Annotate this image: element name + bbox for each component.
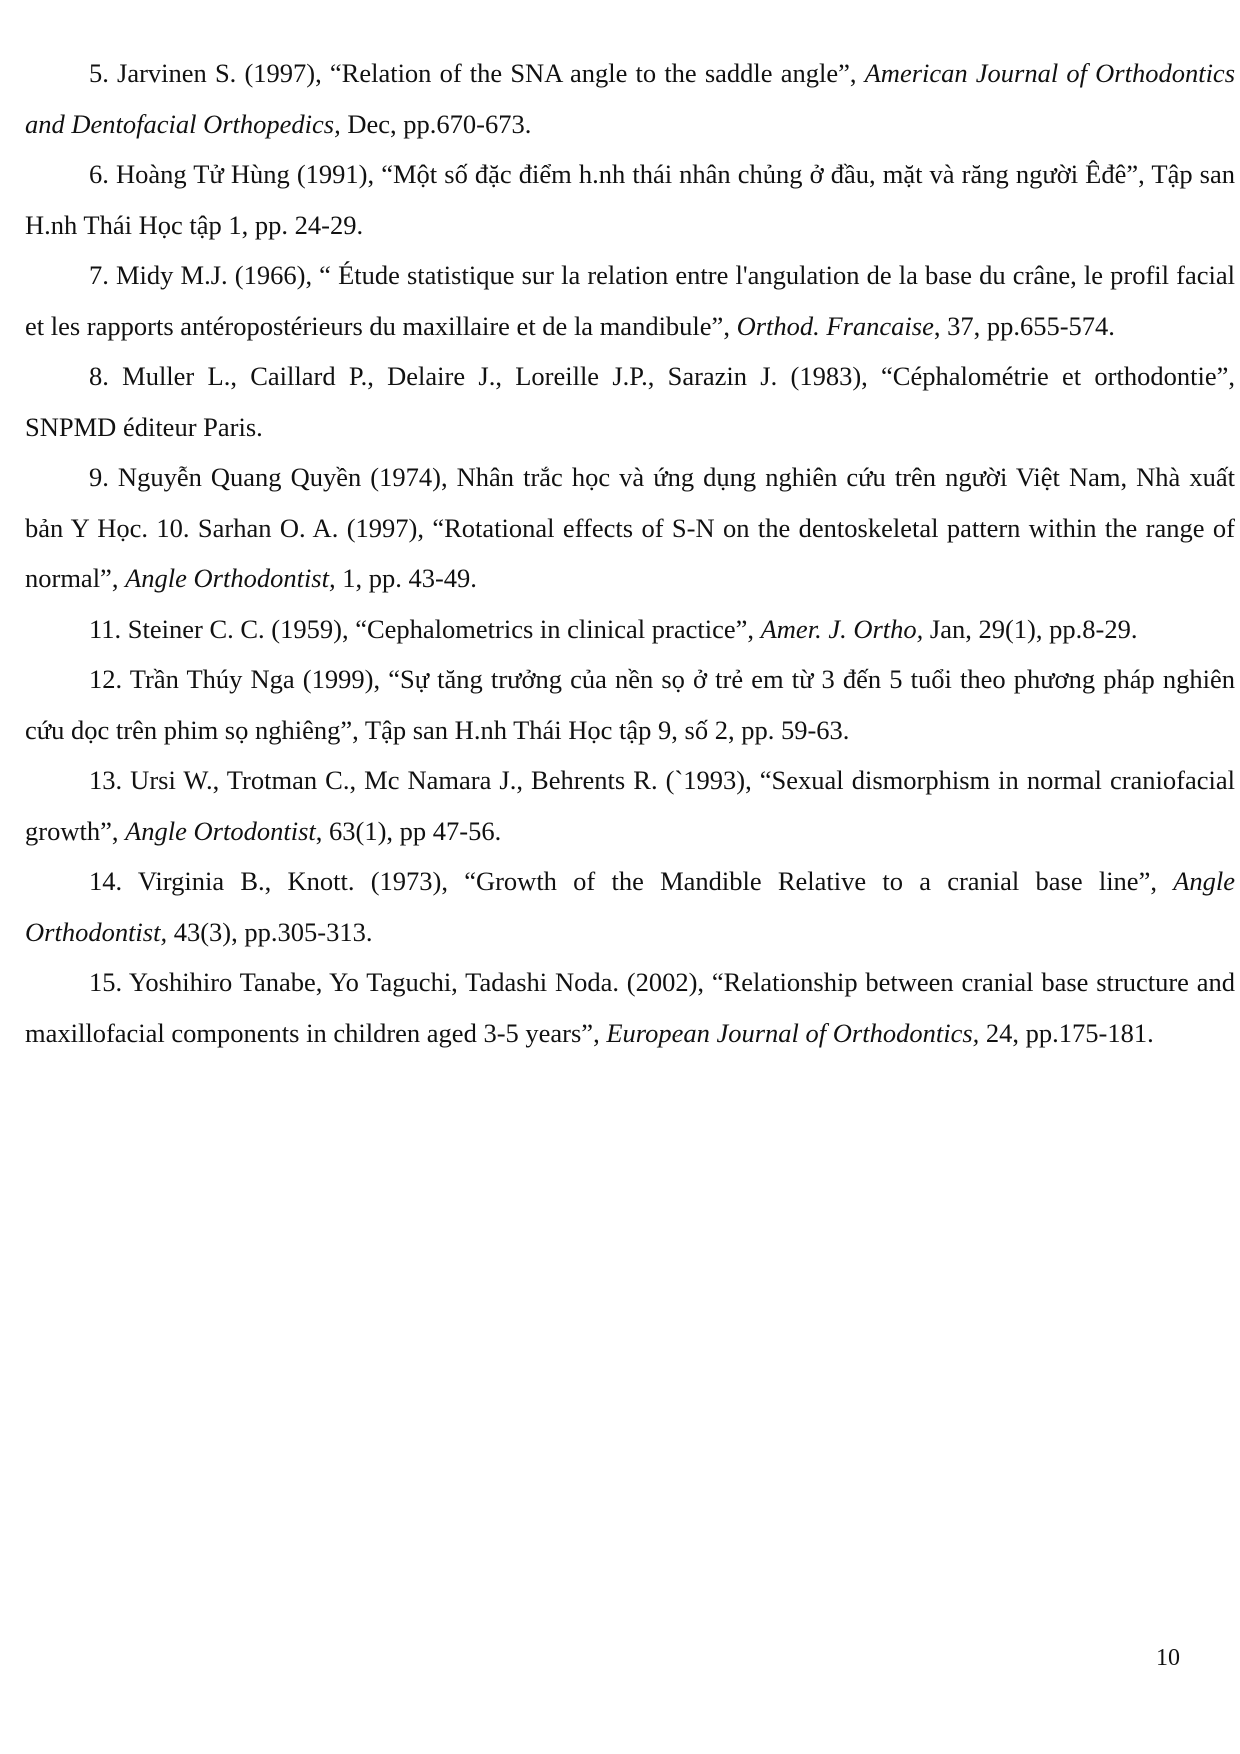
reference-text: 8. Muller L., Caillard P., Delaire J., Loreille J.P., Sarazin J. (1983), “Céphalométrie et orthodontie”, SNPMD éditeur Paris. <box>25 361 1235 442</box>
reference-source-italic: Amer. J. Ortho, <box>760 613 924 644</box>
reference-text: 24, pp.175-181. <box>979 1017 1154 1048</box>
reference-entry <box>25 351 1235 452</box>
reference-text: , 63(1), pp 47-56. <box>315 815 502 846</box>
reference-text: 13. Ursi W., Trotman C., Mc Namara J., Behrents R. (`1993), “Sexual dismorphism in normal craniofacial growth”, <box>25 765 1235 846</box>
reference-text: 43(3), pp.305-313. <box>167 916 373 947</box>
reference-source-italic: Angle Orthodontist, <box>25 866 1235 947</box>
reference-entry <box>25 452 1235 604</box>
reference-text: 1, pp. 43-49. <box>335 563 477 593</box>
reference-text: Dec, pp.670-673. <box>340 108 532 139</box>
reference-entry <box>25 48 1235 149</box>
reference-text: 7. Midy M.J. (1966), “ Étude statistique sur la relation entre l'angulation de la base du crâne, le profil facial et les rapports antéropostérieurs du maxillaire et de la mandibule”, <box>25 260 1235 341</box>
reference-text: 5. Jarvinen S. (1997), “Relation of the SNA angle to the saddle angle”, <box>89 58 865 88</box>
reference-entry <box>25 604 1235 655</box>
reference-entry <box>25 856 1235 957</box>
reference-text: 14. Virginia B., Knott. (1973), “Growth of the Mandible Relative to a cranial base line”, <box>89 866 1174 896</box>
page-number: 10 <box>1156 1645 1180 1671</box>
reference-source-italic: Angle Ortodontist <box>125 815 316 846</box>
reference-list <box>25 48 1235 1058</box>
reference-text: 12. Trần Thúy Nga (1999), “Sự tăng trưởng của nền sọ ở trẻ em từ 3 đến 5 tuổi theo phương pháp nghiên cứu dọc trên phim sọ nghiêng”, Tập san H.nh Thái Học tập 9, số 2, pp. 59-63. <box>25 664 1235 745</box>
reference-source-italic: Angle Orthodontist, <box>125 563 336 593</box>
reference-text: 9. Nguyễn Quang Quyền (1974), Nhân trắc học và ứng dụng nghiên cứu trên người Việt Nam, Nhà xuất bản Y Học. 10. Sarhan O. A. (1997), “Rotational effects of S-N on the dentoskeletal pattern within the range of normal”, <box>25 462 1235 593</box>
reference-text: , 37, pp.655-574. <box>933 310 1115 341</box>
reference-entry <box>25 149 1235 250</box>
reference-text: 11. Steiner C. C. (1959), “Cephalometrics in clinical practice”, <box>89 613 761 644</box>
reference-text: Jan, 29(1), pp.8-29. <box>923 613 1138 644</box>
reference-source-italic: Orthod. Francaise <box>736 310 934 341</box>
reference-entry <box>25 250 1235 351</box>
reference-source-italic: European Journal of Orthodontics, <box>606 1017 980 1048</box>
reference-entry <box>25 957 1235 1058</box>
reference-source-italic: American Journal of Orthodontics and Dentofacial Orthopedics, <box>25 58 1236 139</box>
reference-text: 6. Hoàng Tử Hùng (1991), “Một số đặc điểm h.nh thái nhân chủng ở đầu, mặt và răng người Êđê”, Tập san H.nh Thái Học tập 1, pp. 24-29. <box>25 159 1235 240</box>
reference-entry <box>25 654 1235 755</box>
reference-text: 15. Yoshihiro Tanabe, Yo Taguchi, Tadashi Noda. (2002), “Relationship between cranial base structure and maxillofacial components in children aged 3-5 years”, <box>25 967 1235 1048</box>
reference-entry <box>25 755 1235 856</box>
